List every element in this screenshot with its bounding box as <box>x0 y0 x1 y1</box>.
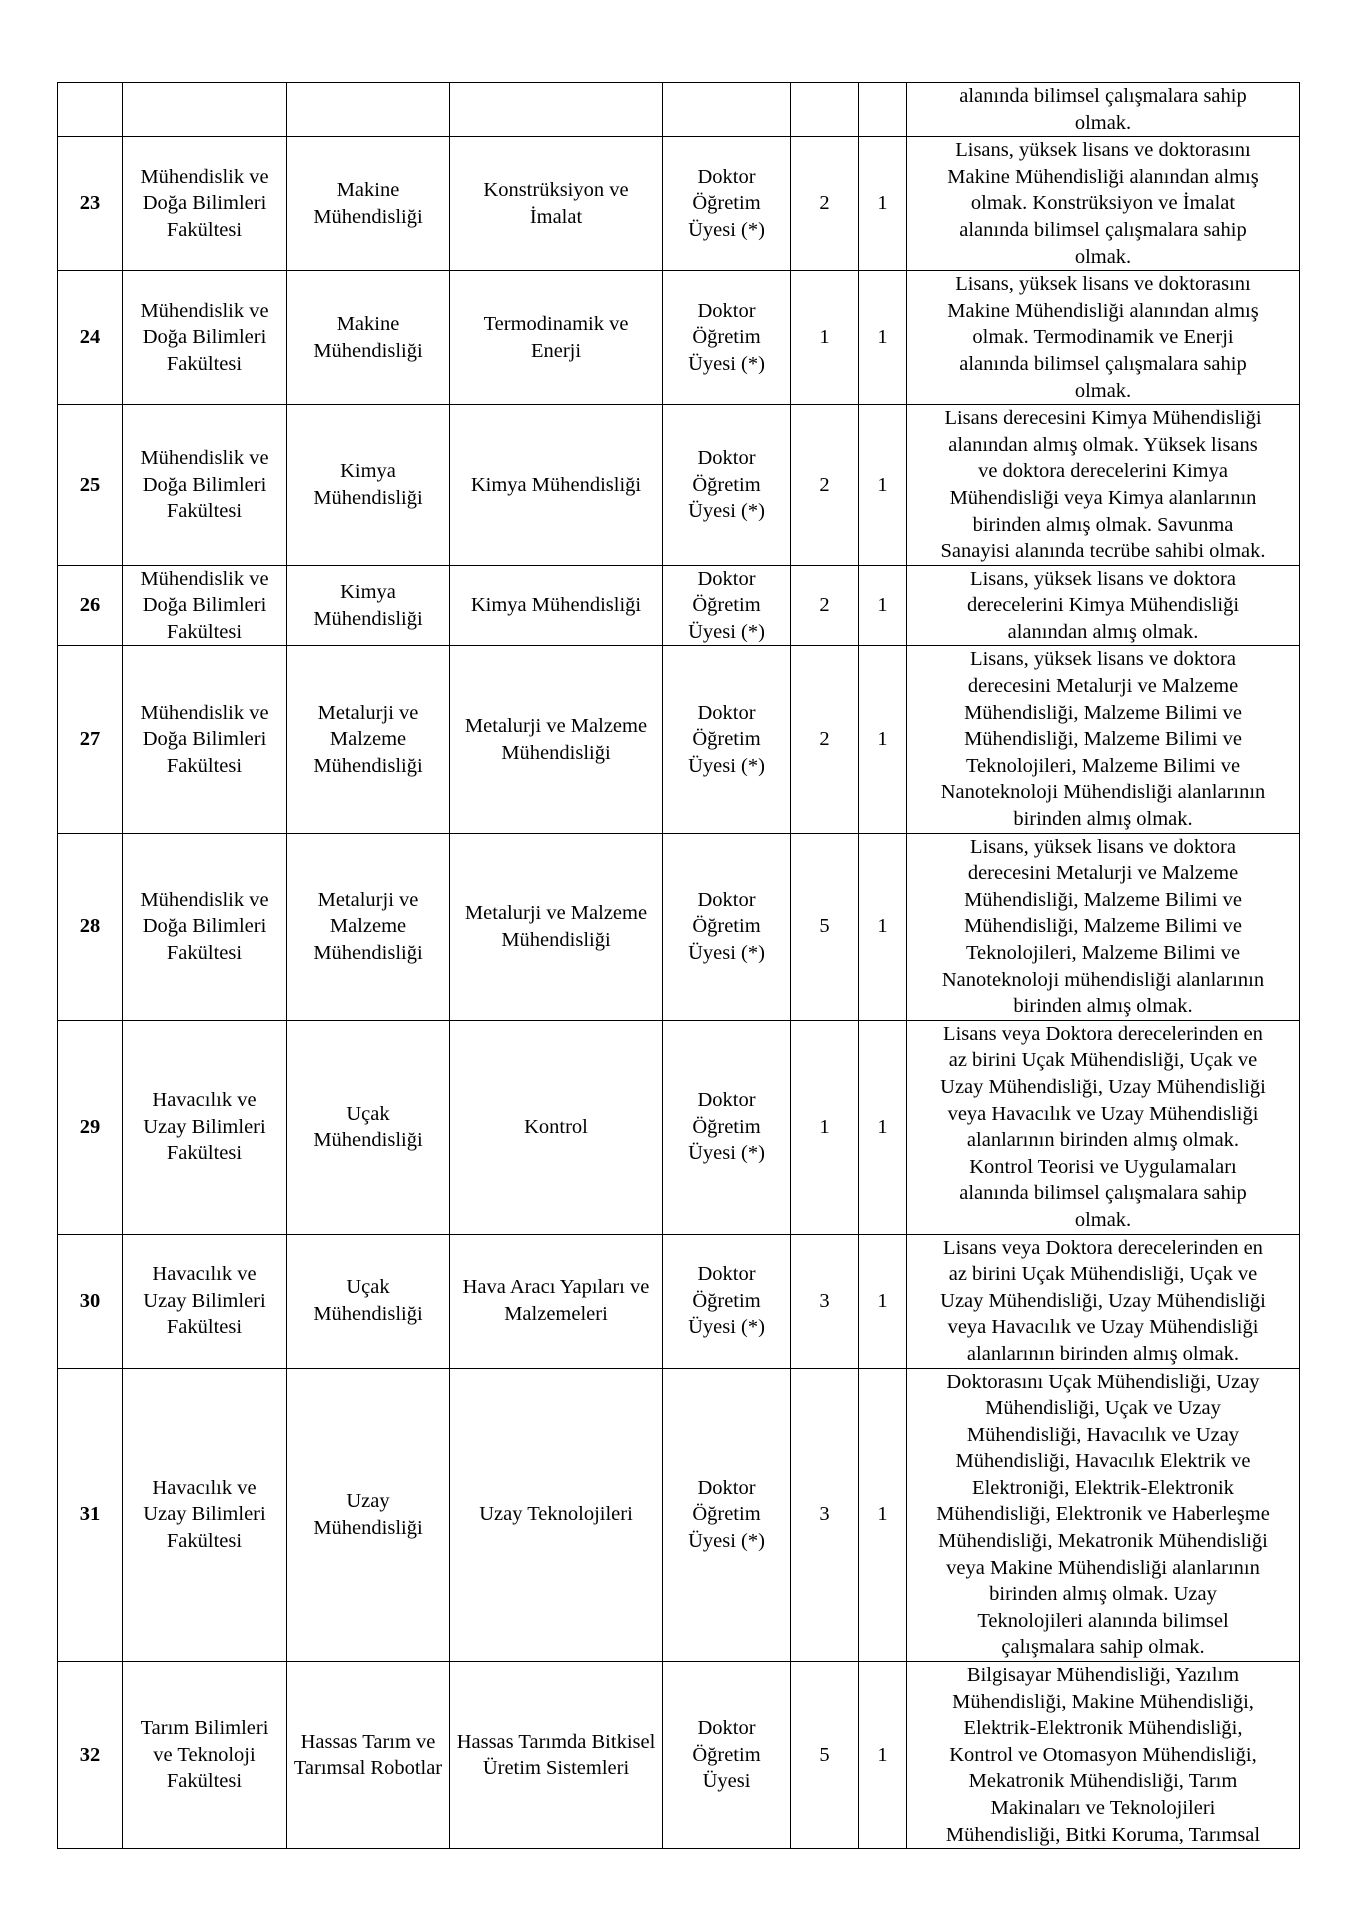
cell-faculty: Mühendislik ve Doğa Bilimleri Fakültesi <box>123 646 287 833</box>
cell-requirement: Lisans, yüksek lisans ve doktora derecesini Metalurji ve Malzeme Mühendisliği, Malzeme Bilimi ve Mühendisliği, Malzeme Bilimi ve Teknolojileri, Malzeme Bilimi ve Nanoteknoloji Mühendisliği alanlarının birinden almış olmak. <box>907 646 1300 833</box>
cell-no: 24 <box>58 271 123 405</box>
cell-department: Hassas Tarım ve Tarımsal Robotlar <box>287 1662 450 1849</box>
cell-requirement: Lisans, yüksek lisans ve doktora derecesini Metalurji ve Malzeme Mühendisliği, Malzeme Bilimi ve Mühendisliği, Malzeme Bilimi ve Teknolojileri, Malzeme Bilimi ve Nanoteknoloji mühendisliği alanlarının birinden almış olmak. <box>907 833 1300 1020</box>
cell-faculty: Havacılık ve Uzay Bilimleri Fakültesi <box>123 1368 287 1662</box>
cell-degree: 5 <box>791 833 859 1020</box>
cell-faculty: Tarım Bilimleri ve Teknoloji Fakültesi <box>123 1662 287 1849</box>
cell-faculty: Mühendislik ve Doğa Bilimleri Fakültesi <box>123 833 287 1020</box>
cell-no: 23 <box>58 137 123 271</box>
cell-title: Doktor Öğretim Üyesi (*) <box>663 271 791 405</box>
table-row <box>58 1368 1300 1662</box>
cell-no: 26 <box>58 565 123 646</box>
cell-requirement: Lisans, yüksek lisans ve doktorasını Makine Mühendisliği alanından almış olmak. Konstrüksiyon ve İmalat alanında bilimsel çalışmalara sahip olmak. <box>907 137 1300 271</box>
cell-requirement: Doktorasını Uçak Mühendisliği, Uzay Mühendisliği, Uçak ve Uzay Mühendisliği, Havacılık ve Uzay Mühendisliği, Havacılık Elektrik ve Elektroniği, Elektrik-Elektronik Mühendisliği, Elektronik ve Haberleşme Mühendisliği, Mekatronik Mühendisliği veya Makine Mühendisliği alanlarının birinden almış olmak. Uzay Teknolojileri alanında bilimsel çalışmalara sahip olmak. <box>907 1368 1300 1662</box>
cell-field: Kontrol <box>450 1020 663 1234</box>
cell-department: Uçak Mühendisliği <box>287 1020 450 1234</box>
cell-degree: 2 <box>791 405 859 566</box>
table-row <box>58 1662 1300 1849</box>
positions-table <box>57 82 1300 1849</box>
cell-title: Doktor Öğretim Üyesi (*) <box>663 1234 791 1368</box>
cell-count: 1 <box>859 1662 907 1849</box>
cell-field: Hava Aracı Yapıları ve Malzemeleri <box>450 1234 663 1368</box>
cell-count: 1 <box>859 271 907 405</box>
cell-department: Uzay Mühendisliği <box>287 1368 450 1662</box>
cell-count <box>859 83 907 137</box>
cell-field: Kimya Mühendisliği <box>450 565 663 646</box>
cell-field: Metalurji ve Malzeme Mühendisliği <box>450 646 663 833</box>
table-row <box>58 137 1300 271</box>
cell-count: 1 <box>859 1020 907 1234</box>
cell-field: Uzay Teknolojileri <box>450 1368 663 1662</box>
table-row <box>58 405 1300 566</box>
cell-no <box>58 83 123 137</box>
cell-degree: 2 <box>791 565 859 646</box>
cell-no: 25 <box>58 405 123 566</box>
cell-title: Doktor Öğretim Üyesi (*) <box>663 646 791 833</box>
cell-faculty: Mühendislik ve Doğa Bilimleri Fakültesi <box>123 137 287 271</box>
cell-degree: 3 <box>791 1368 859 1662</box>
cell-requirement: Bilgisayar Mühendisliği, Yazılım Mühendisliği, Makine Mühendisliği, Elektrik-Elektronik Mühendisliği, Kontrol ve Otomasyon Mühendisliği, Mekatronik Mühendisliği, Tarım Makinaları ve Teknolojileri Mühendisliği, Bitki Koruma, Tarımsal <box>907 1662 1300 1849</box>
cell-no: 28 <box>58 833 123 1020</box>
cell-field: Metalurji ve Malzeme Mühendisliği <box>450 833 663 1020</box>
cell-faculty <box>123 83 287 137</box>
cell-count: 1 <box>859 137 907 271</box>
cell-no: 32 <box>58 1662 123 1849</box>
cell-no: 31 <box>58 1368 123 1662</box>
cell-field: Kimya Mühendisliği <box>450 405 663 566</box>
cell-title: Doktor Öğretim Üyesi (*) <box>663 137 791 271</box>
cell-count: 1 <box>859 405 907 566</box>
cell-requirement: Lisans derecesini Kimya Mühendisliği alanından almış olmak. Yüksek lisans ve doktora derecelerini Kimya Mühendisliği veya Kimya alanlarının birinden almış olmak. Savunma Sanayisi alanında tecrübe sahibi olmak. <box>907 405 1300 566</box>
cell-title: Doktor Öğretim Üyesi (*) <box>663 833 791 1020</box>
cell-requirement: Lisans veya Doktora derecelerinden en az birini Uçak Mühendisliği, Uçak ve Uzay Mühendisliği, Uzay Mühendisliği veya Havacılık ve Uzay Mühendisliği alanlarının birinden almış olmak. Kontrol Teorisi ve Uygulamaları alanında bilimsel çalışmalara sahip olmak. <box>907 1020 1300 1234</box>
table-row-continued <box>58 83 1300 137</box>
cell-count: 1 <box>859 565 907 646</box>
cell-title: Doktor Öğretim Üyesi (*) <box>663 1368 791 1662</box>
cell-degree: 3 <box>791 1234 859 1368</box>
cell-department <box>287 83 450 137</box>
cell-degree <box>791 83 859 137</box>
table-row <box>58 833 1300 1020</box>
cell-department: Makine Mühendisliği <box>287 271 450 405</box>
cell-title: Doktor Öğretim Üyesi (*) <box>663 565 791 646</box>
cell-faculty: Mühendislik ve Doğa Bilimleri Fakültesi <box>123 565 287 646</box>
cell-field: Konstrüksiyon ve İmalat <box>450 137 663 271</box>
cell-title: Doktor Öğretim Üyesi (*) <box>663 1020 791 1234</box>
cell-no: 30 <box>58 1234 123 1368</box>
cell-title: Doktor Öğretim Üyesi <box>663 1662 791 1849</box>
cell-faculty: Mühendislik ve Doğa Bilimleri Fakültesi <box>123 271 287 405</box>
table-row <box>58 565 1300 646</box>
cell-degree: 1 <box>791 1020 859 1234</box>
cell-field <box>450 83 663 137</box>
cell-count: 1 <box>859 1234 907 1368</box>
cell-department: Metalurji ve Malzeme Mühendisliği <box>287 833 450 1020</box>
cell-degree: 5 <box>791 1662 859 1849</box>
table-row <box>58 271 1300 405</box>
cell-faculty: Mühendislik ve Doğa Bilimleri Fakültesi <box>123 405 287 566</box>
cell-requirement: alanında bilimsel çalışmalara sahip olmak. <box>907 83 1300 137</box>
cell-faculty: Havacılık ve Uzay Bilimleri Fakültesi <box>123 1020 287 1234</box>
cell-faculty: Havacılık ve Uzay Bilimleri Fakültesi <box>123 1234 287 1368</box>
cell-count: 1 <box>859 646 907 833</box>
table-row <box>58 1020 1300 1234</box>
cell-title: Doktor Öğretim Üyesi (*) <box>663 405 791 566</box>
cell-title <box>663 83 791 137</box>
cell-department: Uçak Mühendisliği <box>287 1234 450 1368</box>
cell-department: Metalurji ve Malzeme Mühendisliği <box>287 646 450 833</box>
cell-degree: 2 <box>791 137 859 271</box>
cell-requirement: Lisans veya Doktora derecelerinden en az birini Uçak Mühendisliği, Uçak ve Uzay Mühendisliği, Uzay Mühendisliği veya Havacılık ve Uzay Mühendisliği alanlarının birinden almış olmak. <box>907 1234 1300 1368</box>
cell-requirement: Lisans, yüksek lisans ve doktorasını Makine Mühendisliği alanından almış olmak. Termodinamik ve Enerji alanında bilimsel çalışmalara sahip olmak. <box>907 271 1300 405</box>
cell-no: 29 <box>58 1020 123 1234</box>
table-row <box>58 1234 1300 1368</box>
cell-degree: 1 <box>791 271 859 405</box>
cell-department: Kimya Mühendisliği <box>287 405 450 566</box>
cell-field: Termodinamik ve Enerji <box>450 271 663 405</box>
table-row <box>58 646 1300 833</box>
cell-department: Makine Mühendisliği <box>287 137 450 271</box>
cell-requirement: Lisans, yüksek lisans ve doktora derecelerini Kimya Mühendisliği alanından almış olmak. <box>907 565 1300 646</box>
cell-no: 27 <box>58 646 123 833</box>
cell-department: Kimya Mühendisliği <box>287 565 450 646</box>
cell-degree: 2 <box>791 646 859 833</box>
cell-field: Hassas Tarımda Bitkisel Üretim Sistemleri <box>450 1662 663 1849</box>
cell-count: 1 <box>859 1368 907 1662</box>
cell-count: 1 <box>859 833 907 1020</box>
